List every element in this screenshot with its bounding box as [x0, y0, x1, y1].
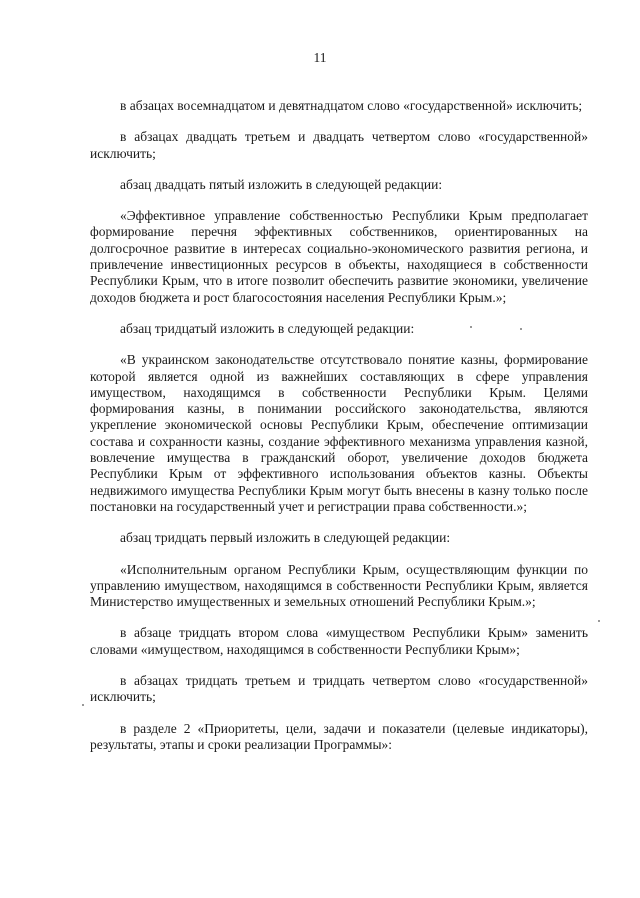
paragraph: абзац двадцать пятый изложить в следующей редакции:: [120, 176, 443, 192]
paragraph: «В украинском законодательстве отсутствовало понятие казны, формирование которой является одной из важнейших составляющих в сфере управления имуществом, находящимся в собственности Республики Крым. Целями формирования казны, в понимании российского законодательства, являются укрепление экономической основы Республики Крым, обеспечение оптимизации состава и сохранности казны, создание эффективного механизма управления казной, вовлечение имущества в гражданский оборот, увеличение доходов бюджета Республики Крым от эффективного использования объектов казны. Объекты недвижимого имущества Республики Крым могут быть внесены в казну только после постановки на государственный учет и регистрации права собственности.»;: [90, 352, 588, 514]
paragraph: в абзацах тридцать третьем и тридцать четвертом слово «государственной» исключить;: [90, 673, 588, 705]
paragraph: абзац тридцать первый изложить в следующей редакции:: [120, 530, 451, 546]
scan-speck: [520, 328, 522, 330]
paragraph: в разделе 2 «Приоритеты, цели, задачи и показатели (целевые индикаторы), результаты, этапы и сроки реализации Программы»:: [90, 720, 588, 752]
paragraph: «Исполнительным органом Республики Крым, осуществляющим функции по управлению имуществом, находящимся в собственности Республики Крым, является Министерство имущественных и земельных отношений Республики Крым.»;: [90, 561, 588, 610]
paragraph: в абзаце тридцать втором слова «имуществом Республики Крым» заменить словами «имуществом, находящимся в собственности Республики Крым»;: [90, 625, 588, 657]
scan-speck: [598, 620, 600, 622]
paragraph: «Эффективное управление собственностью Республики Крым предполагает формирование перечня эффективных собственников, ориентированных на долгосрочное развитие в интересах социально-экономического развития региона, и привлечение инвестиционных ресурсов в объекты, находящиеся в собственности Республики Крым, что в итоге позволит обеспечить развитие экономики, увеличение доходов бюджета и рост благосостояния населения Республики Крым.»;: [90, 208, 588, 305]
page-number: 11: [313, 50, 327, 65]
paragraph: в абзацах двадцать третьем и двадцать четвертом слово «государственной» исключить;: [90, 129, 588, 161]
paragraph: в абзацах восемнадцатом и девятнадцатом слово «государственной» исключить;: [120, 98, 583, 113]
scan-speck: [82, 704, 84, 706]
document-body: [90, 98, 588, 768]
scan-speck: [470, 326, 472, 328]
paragraph: абзац тридцатый изложить в следующей редакции:: [120, 320, 415, 336]
